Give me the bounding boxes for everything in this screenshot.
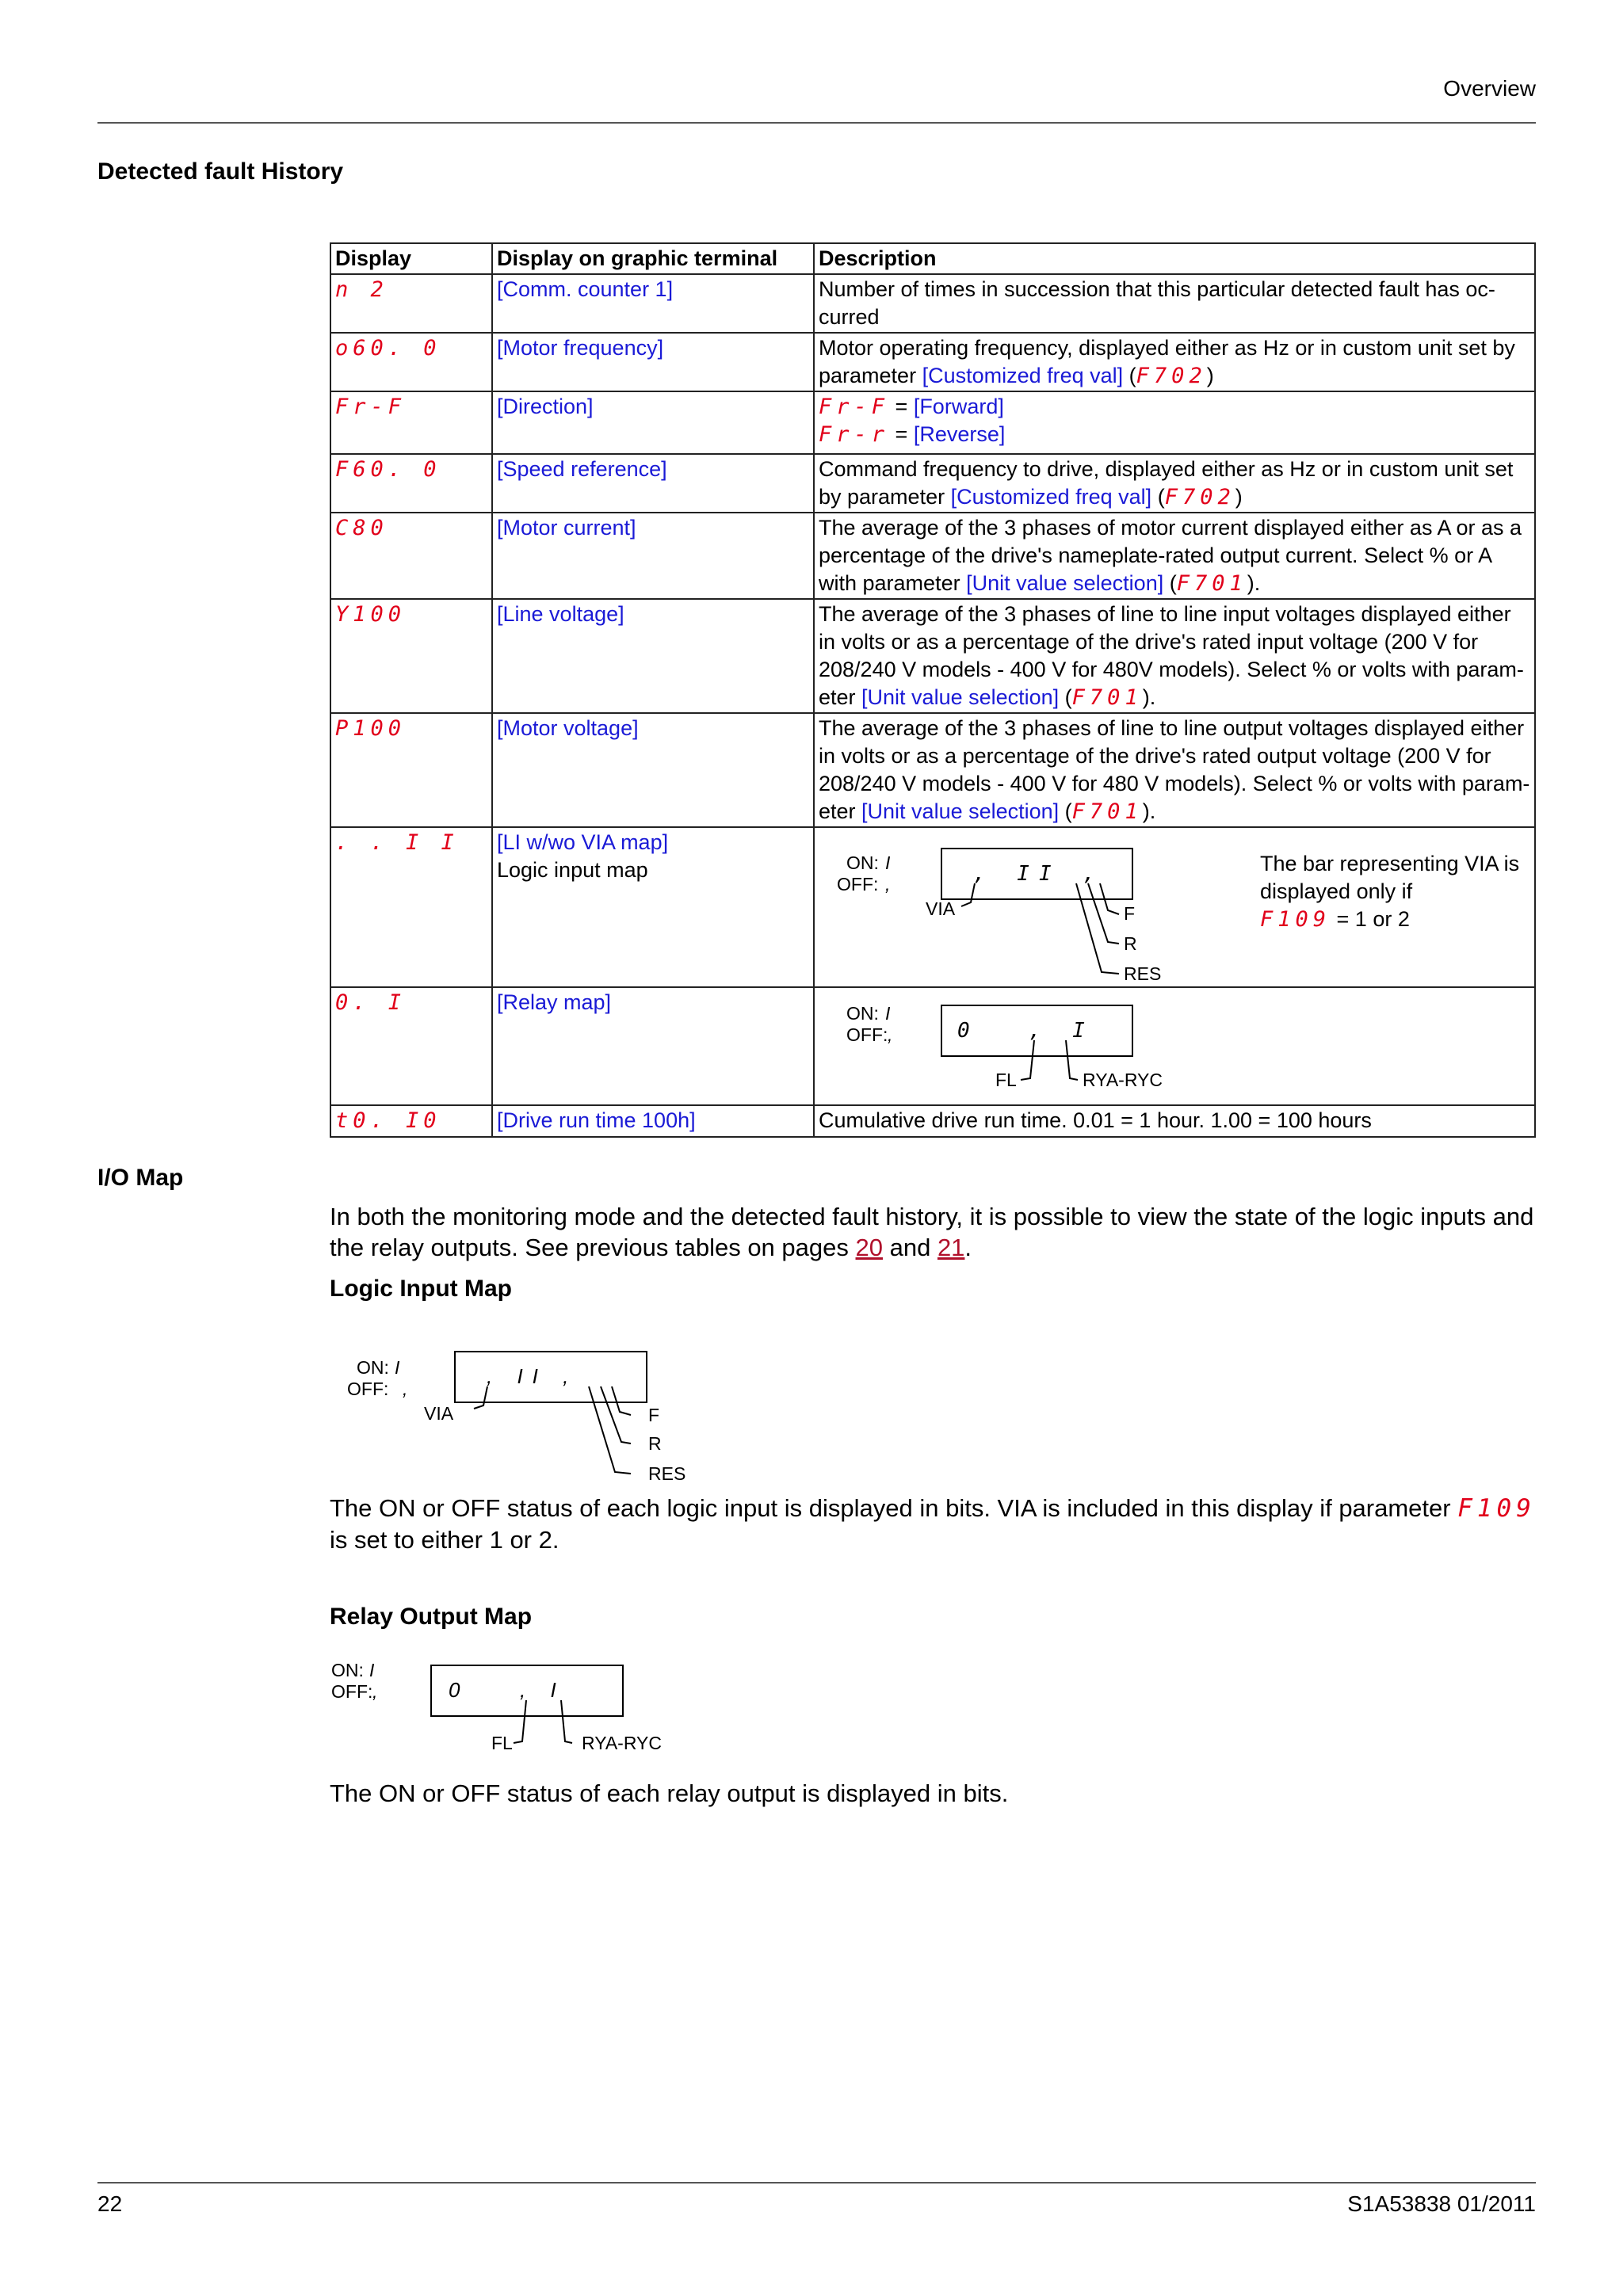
paren-open: ( [1059,685,1072,709]
logic-input-map-text [330,1493,1542,1555]
off-glyph: , [372,1681,378,1702]
f-label: F [1124,903,1136,924]
fl-leader [1021,1040,1034,1080]
terminal-label: [Relay map] [492,987,814,1105]
table-header-row [330,243,1535,274]
via-note-condition [1260,906,1561,933]
intro-and: and [882,1234,938,1261]
table-row [330,827,1535,987]
reverse-label: [Reverse] [913,422,1006,446]
param-link: [Unit value selection] [966,571,1164,595]
table-row [330,599,1535,713]
col-header-description: Description [814,243,1535,274]
description [814,713,1535,827]
io-map-title: I/O Map [97,1165,184,1191]
fault-history-title: Detected fault History [97,158,344,185]
param-link: [Customized freq val] [922,364,1124,387]
lcd-bits: , II , [487,1364,579,1388]
f-leader [612,1386,631,1415]
logic-text: The ON or OFF status of each logic input is displayed in bits. VIA is included in this display if parameter [330,1494,1458,1522]
on-glyph: I [885,1003,891,1024]
off-glyph: , [888,1024,893,1045]
param-link: [Customized freq val] [950,485,1152,509]
lcd-zero: 0 [449,1678,460,1702]
on-label: ON: [331,1660,364,1680]
logic-text-end: is set to either 1 or 2. [330,1526,559,1554]
description: Number of times in succession that this particular detected fault has oc-curred [814,274,1535,333]
off-label: OFF: [331,1681,373,1702]
paren-open: ( [1163,571,1177,595]
direction-forward-line [819,393,1530,421]
terminal-label: [Motor voltage] [492,713,814,827]
page-link-20[interactable]: 20 [855,1234,883,1261]
param-code: F702 [1136,364,1207,388]
direction-reverse-line [819,421,1530,448]
table-row [330,454,1535,513]
on-label: ON: [357,1357,389,1378]
fl-label: FL [491,1733,513,1753]
r-leader [601,1386,631,1444]
lcd-zero: 0 [957,1019,970,1043]
col-header-display: Display [330,243,492,274]
res-label: RES [648,1463,686,1484]
paren-close: ). [1142,799,1156,823]
paren-open: ( [1123,364,1136,387]
off-label: OFF: [347,1379,389,1399]
desc-text: The average of the 3 phases of line to line input voltages displayed either in volts or as a percentage of the drive's rated input voltage (200 V for 208/240 V models - 400 V for 480V models). Select % or volts with param-eter [819,602,1524,709]
table-row [330,391,1535,454]
via-label: VIA [926,898,956,919]
off-glyph: , [403,1379,408,1399]
paren-close: ) [1206,364,1214,387]
on-glyph: I [369,1660,375,1680]
param-code: F702 [1164,485,1235,509]
intro-end: . [964,1234,972,1261]
display-code: F60. 0 [330,454,492,513]
param-link: [Unit value selection] [861,799,1060,823]
fault-history-table [330,242,1536,1138]
res-leader [589,1386,631,1474]
io-map-intro [330,1201,1542,1263]
display-code: C80 [330,513,492,599]
r-label: R [648,1433,662,1454]
logic-input-map-figure [341,1339,705,1489]
res-label: RES [1124,963,1162,982]
paren-close: ). [1142,685,1156,709]
relay-map-diagram [823,991,1219,1102]
f-label: F [648,1405,660,1425]
display-code: t0. I0 [330,1105,492,1137]
terminal-label: [Comm. counter 1] [492,274,814,333]
forward-code: Fr-F [819,395,890,419]
paren-close: ) [1235,485,1243,509]
on-label: ON: [846,1003,879,1024]
page-number: 22 [97,2191,123,2216]
description [814,333,1535,391]
table-row [330,513,1535,599]
via-note-value: = 1 or 2 [1331,907,1410,931]
res-leader [1076,883,1119,974]
logic-input-map-diagram [823,831,1266,982]
relay-output-map-figure [330,1653,694,1764]
via-note [1260,850,1561,933]
table-row [330,713,1535,827]
description [814,827,1535,987]
via-leader [474,1386,487,1409]
desc-text: Motor operating frequency, displayed either as Hz or in custom unit set by parameter [819,336,1515,387]
display-code: Fr-F [330,391,492,454]
desc-text: The average of the 3 phases of line to line output voltages displayed either in volts or as a percentage of the drive's rated output voltage (200 V for 208/240 V models - 400 V for 480 V models). Select % or volts with param-eter [819,716,1530,823]
lcd-bits: , II , [973,862,1105,886]
via-label: VIA [424,1403,454,1424]
on-label: ON: [846,852,879,873]
equals-sign: = [889,422,914,446]
r-label: R [1124,933,1137,954]
terminal-label-main: [LI w/wo VIA map] [497,830,669,854]
param-code: F701 [1071,685,1143,710]
terminal-label: [Line voltage] [492,599,814,713]
description [814,513,1535,599]
paren-open: ( [1059,799,1072,823]
off-glyph: , [885,874,891,894]
terminal-label-sub: Logic input map [497,858,648,882]
via-note-text: The bar representing VIA is displayed only if [1260,852,1520,903]
off-label: OFF: [837,874,879,894]
lcd-bits: , I [520,1678,566,1702]
terminal-label: [Motor frequency] [492,333,814,391]
terminal-label: [Motor current] [492,513,814,599]
rya-label: RYA-RYC [582,1733,662,1753]
rya-label: RYA-RYC [1083,1070,1163,1090]
terminal-label: [Direction] [492,391,814,454]
terminal-label: [Drive run time 100h] [492,1105,814,1137]
col-header-terminal: Display on graphic terminal [492,243,814,274]
param-code: F701 [1071,799,1143,824]
fl-label: FL [995,1070,1017,1090]
header-section: Overview [1443,76,1536,101]
desc-text: Command frequency to drive, displayed either as Hz or in custom unit set by parameter [819,457,1514,509]
display-code: o60. 0 [330,333,492,391]
equals-sign: = [889,395,914,418]
display-code: . . I I [330,827,492,987]
fl-leader [514,1700,526,1743]
forward-label: [Forward] [913,395,1004,418]
param-code: F109 [1457,1494,1536,1523]
description: Cumulative drive run time. 0.01 = 1 hour. 1.00 = 100 hours [814,1105,1535,1137]
off-label: OFF: [846,1024,888,1045]
on-glyph: I [885,852,891,873]
description [814,599,1535,713]
rya-leader [561,1700,572,1743]
table-row [330,1105,1535,1137]
lcd-bits: , I [1029,1019,1094,1043]
via-leader [961,883,975,906]
paren-open: ( [1151,485,1165,509]
document-reference: S1A53838 01/2011 [1347,2191,1536,2216]
table-row [330,274,1535,333]
display-code: Y100 [330,599,492,713]
footer-rule [97,2182,1536,2183]
param-code: F701 [1176,571,1247,596]
reverse-code: Fr-r [819,422,890,447]
display-code: n 2 [330,274,492,333]
description [814,454,1535,513]
on-glyph: I [395,1357,400,1378]
table-row [330,333,1535,391]
param-code: F109 [1260,907,1331,932]
paren-close: ). [1247,571,1261,595]
table-row [330,987,1535,1105]
page-link-21[interactable]: 21 [937,1234,965,1261]
desc-text: The average of the 3 phases of motor current displayed either as A or as a percentage of the drive's nameplate-rated output current. Select % or A with parameter [819,516,1522,595]
relay-output-map-title: Relay Output Map [330,1604,533,1630]
intro-text: In both the monitoring mode and the detected fault history, it is possible to view the state of the logic inputs and the relay outputs. See previous tables on pages [330,1203,1534,1261]
logic-input-map-title: Logic Input Map [330,1276,512,1302]
description [814,987,1535,1105]
terminal-label [492,827,814,987]
display-code: P100 [330,713,492,827]
rya-leader [1066,1040,1078,1080]
header-rule [97,122,1536,124]
display-code: 0. I [330,987,492,1105]
terminal-label: [Speed reference] [492,454,814,513]
param-link: [Unit value selection] [861,685,1060,709]
relay-output-map-text: The ON or OFF status of each relay output is displayed in bits. [330,1779,1009,1807]
r-leader [1088,883,1119,944]
description [814,391,1535,454]
